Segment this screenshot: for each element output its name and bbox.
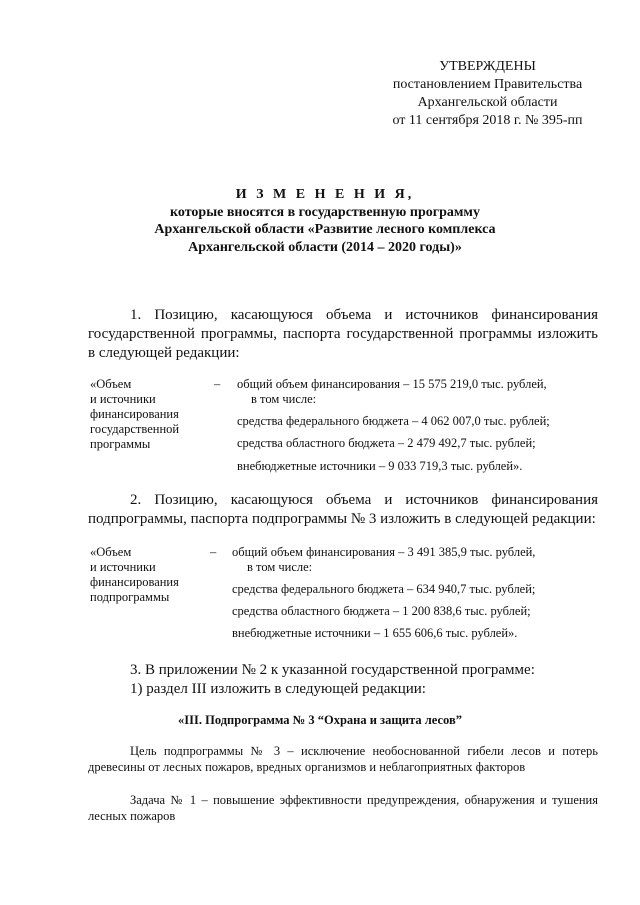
- table-1-label-line: и источники: [90, 392, 156, 406]
- table-1-including: в том числе:: [251, 392, 317, 406]
- item-3-line-1: 3. В приложении № 2 к указанной государственной программе:: [130, 662, 535, 678]
- task-line-2: лесных пожаров: [88, 809, 176, 823]
- item-3-line-2: 1) раздел III изложить в следующей редакции:: [130, 681, 426, 697]
- item-2-line-2: подпрограммы, паспорта подпрограммы № 3 изложить в следующей редакции:: [88, 511, 596, 527]
- table-1-total: общий объем финансирования – 15 575 219,0 тыс. рублей,: [237, 377, 547, 391]
- table-2-federal: средства федерального бюджета – 634 940,7 тыс. рублей;: [232, 582, 536, 596]
- item-3-paragraph: [88, 661, 598, 699]
- item-1-line-1: 1. Позицию, касающуюся объема и источников финансирования: [130, 307, 598, 323]
- task-line-1: Задача № 1 – повышение эффективности предупреждения, обнаружения и тушения: [130, 793, 598, 807]
- title-main: И З М Е Н Е Н И Я,: [235, 187, 415, 202]
- table-1-label-line: программы: [90, 437, 151, 451]
- goal-line-1: Цель подпрограммы № 3 – исключение необоснованной гибели лесов и потерь: [130, 744, 598, 758]
- title-line-2: которые вносятся в государственную программу: [170, 204, 480, 220]
- goal-line-2: древесины от лесных пожаров, вредных организмов и неблагоприятных факторов: [88, 760, 526, 774]
- table-2-label: [90, 545, 200, 605]
- document-title: [80, 186, 570, 256]
- table-1-extra: внебюджетные источники – 9 033 719,3 тыс. рублей».: [237, 459, 523, 473]
- item-2-paragraph: [88, 491, 598, 529]
- table-1-label-line: финансирования: [90, 407, 179, 421]
- item-2-line-1: 2. Позицию, касающуюся объема и источников финансирования: [130, 492, 598, 508]
- approval-title: УТВЕРЖДЕНЫ: [439, 59, 536, 74]
- table-1-label: [90, 377, 200, 452]
- table-2-total: общий объем финансирования – 3 491 385,9 тыс. рублей,: [232, 545, 536, 559]
- table-2-dash: –: [210, 545, 217, 559]
- item-1-line-2: государственной программы, паспорта государственной программы изложить: [88, 326, 598, 342]
- table-2-label-line: и источники: [90, 560, 156, 574]
- title-line-4: Архангельской области (2014 – 2020 годы)»: [188, 239, 462, 255]
- approval-line-3: Архангельской области: [417, 95, 558, 110]
- section-heading: «III. Подпрограмма № 3 “Охрана и защита лесов”: [178, 713, 462, 727]
- table-1-label-line: государственной: [90, 422, 180, 436]
- goal-paragraph: [88, 743, 598, 775]
- table-1-regional: средства областного бюджета – 2 479 492,7 тыс. рублей;: [237, 436, 536, 450]
- approval-date: от 11 сентября 2018 г. № 395-пп: [392, 113, 583, 128]
- table-2-including: в том числе:: [247, 560, 313, 574]
- approval-block: [360, 58, 615, 130]
- table-1-dash: –: [214, 377, 221, 391]
- table-2-regional: средства областного бюджета – 1 200 838,6 тыс. рублей;: [232, 604, 531, 618]
- table-2-label-line: финансирования: [90, 575, 179, 589]
- table-2-extra: внебюджетные источники – 1 655 606,6 тыс. рублей».: [232, 626, 518, 640]
- table-2-label-line: «Объем: [90, 545, 132, 559]
- task-paragraph: [88, 792, 598, 824]
- table-1-federal: средства федерального бюджета – 4 062 007,0 тыс. рублей;: [237, 414, 550, 428]
- table-1-label-line: «Объем: [90, 377, 132, 391]
- approval-line-2: постановлением Правительства: [392, 77, 583, 92]
- table-2-label-line: подпрограммы: [90, 590, 170, 604]
- title-line-3: Архангельской области «Развитие лесного комплекса: [154, 222, 496, 237]
- item-1-line-3: в следующей редакции:: [88, 345, 240, 361]
- item-1-paragraph: [88, 306, 598, 363]
